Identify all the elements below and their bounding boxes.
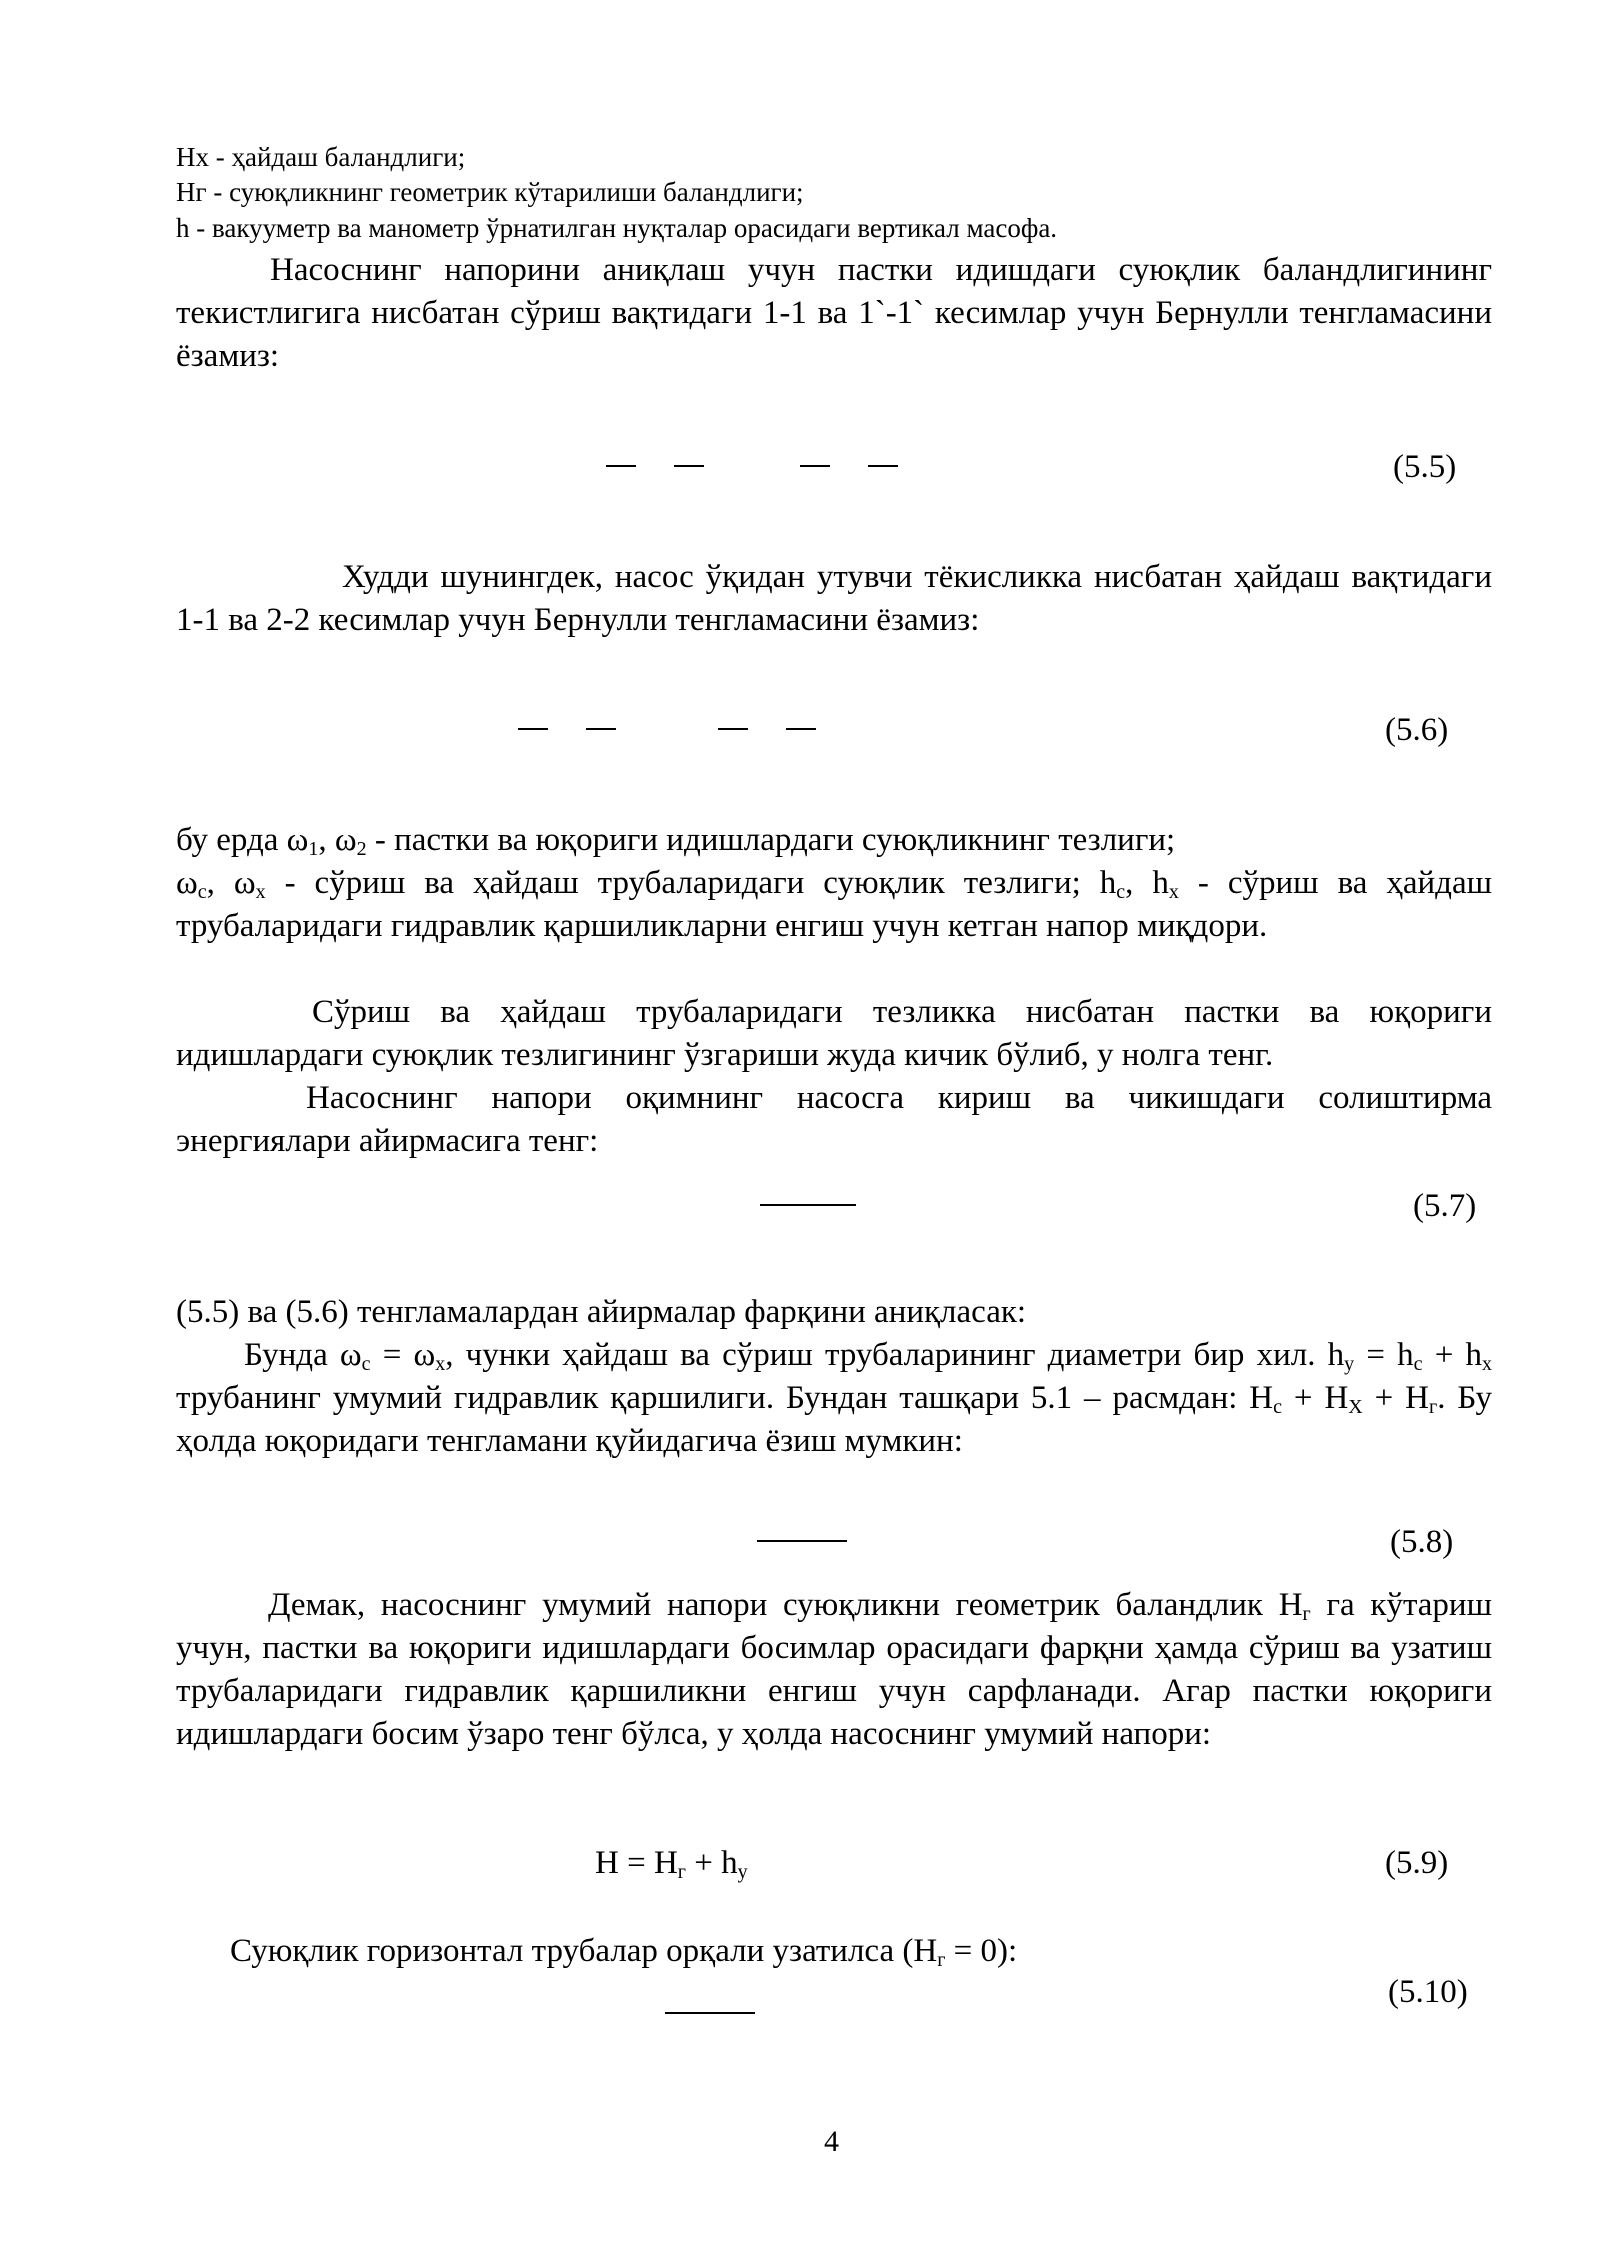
fraction-bar (606, 465, 636, 467)
definition-h: h - вакууметр ва манометр ўрнатилган нуқталар орасидаги вертикал масофа. (176, 213, 1058, 243)
fraction-bar (518, 728, 548, 730)
subscript: г (1302, 1603, 1311, 1625)
text-fragment: - пастки ва юқориги идишлардаги суюқликнинг тезлиги; (366, 822, 1176, 858)
text-fragment: Демак, насоснинг умумий напори суюқликни геометрик баландлик H (268, 1587, 1303, 1623)
text-fragment: = 0): (945, 1933, 1018, 1969)
fraction-bar (760, 1204, 856, 1206)
formula-5-9 (595, 1843, 748, 1883)
subscript: с (197, 881, 207, 903)
subscript: г (937, 1949, 946, 1971)
text-fragment: . Бу ҳолда юқоридаги тенгламани қуйидагича ёзиш мумкин: (176, 1380, 1492, 1459)
subscript: х (1168, 881, 1179, 903)
fraction-bar (674, 465, 704, 467)
subscript: с (361, 1353, 371, 1375)
fraction-bar (586, 728, 616, 730)
subscript: у (1344, 1353, 1355, 1375)
equation-number-5-6: (5.6) (1385, 712, 1449, 748)
subscript: с (1116, 881, 1126, 903)
subscript: х (435, 1353, 446, 1375)
paragraph-total-head (176, 1584, 1492, 1756)
text-fragment: Суюқлик горизонтал трубалар орқали узатилса (H (230, 1933, 938, 1969)
fraction-bar (800, 465, 830, 467)
text-fragment: трубанинг умумий гидравлик қаршилиги. Бундан ташқари 5.1 – расмдан: H (176, 1380, 1274, 1416)
subscript: у (737, 1861, 748, 1883)
paragraph-bernoulli-discharge: Худди шунингдек, насос ўқидан утувчи тёкисликка нисбатан ҳайдаш вақтидаги 1-1 ва 2-2 кесимлар учун Бернулли тенгламасини ёзамиз: (176, 559, 1492, 638)
text-fragment: га кўтариш учун, пастки ва юқориги идишлардаги босимлар орасидаги фарқни ҳамда сўриш ва узатиш трубаларидаги гидравлик қаршиликни енгиш учун сарфланади. Агар пастки юқориги идишлардаги босим ўзаро тенг бўлса, у ҳолда насоснинг умумий напори: (176, 1587, 1492, 1752)
subscript: 1 (308, 838, 319, 860)
definition-hx: Hх - ҳайдаш баландлиги; (176, 142, 466, 172)
fraction-bar (868, 465, 898, 467)
text-fragment: Бунда ω (244, 1337, 362, 1373)
fraction-bar (786, 728, 816, 730)
equation-number-5-9: (5.9) (1385, 1845, 1449, 1881)
text-fragment: + H (1362, 1380, 1429, 1416)
text-fragment: - сўриш ва ҳайдаш трубаларидаги суюқлик тезлиги; h (265, 865, 1117, 901)
equation-number-5-7: (5.7) (1413, 1188, 1477, 1224)
velocity-definition-line (176, 819, 1175, 862)
page-number: 4 (824, 2125, 839, 2158)
text-fragment: бу ерда ω (176, 822, 309, 858)
equation-number-5-5: (5.5) (1393, 449, 1457, 485)
subscript: г (1428, 1396, 1438, 1418)
text-fragment: , h (1125, 865, 1169, 901)
text-fragment: , чунки ҳайдаш ва сўриш трубаларининг диаметри бир хил. h (445, 1337, 1345, 1373)
fraction-bar (718, 728, 748, 730)
text-fragment: + h (1422, 1337, 1482, 1373)
paragraph-head-definition: Насоснинг напори оқимнинг насосга кириш ва чикишдаги солиштирма энергиялари айирмасига тенг: (176, 1080, 1492, 1159)
fraction-bar (757, 1540, 847, 1542)
text-fragment: - сўриш ва ҳайдаш трубаларидаги гидравлик қаршиликларни енгиш учун кетган напор миқдори. (176, 865, 1492, 944)
text-fragment: + h (685, 1845, 738, 1881)
text-fragment: = h (1354, 1337, 1414, 1373)
subscript: 2 (356, 838, 367, 860)
paragraph-equal-diameter (176, 1334, 1492, 1463)
subscript: х (1482, 1353, 1492, 1375)
equation-number-5-8: (5.8) (1390, 1524, 1454, 1560)
subscript: с (1273, 1396, 1283, 1418)
equation-number-5-10: (5.10) (1388, 1974, 1468, 2010)
text-fragment: , ω (318, 822, 357, 858)
text-fragment: = ω (370, 1337, 436, 1373)
subscript: г (677, 1861, 686, 1883)
paragraph-pipe-velocities (176, 862, 1492, 948)
definition-hg: Hг - суюқликнинг геометрик кўтарилиши баландлиги; (176, 177, 804, 207)
text-fragment: ω (176, 865, 198, 901)
subscript: Х (1348, 1396, 1363, 1418)
text-fragment: + H (1282, 1380, 1349, 1416)
text-fragment: , ω (206, 865, 256, 901)
subscript: с (1413, 1353, 1423, 1375)
paragraph-bernoulli-suction: Насоснинг напорини аниқлаш учун пастки идишдаги суюқлик баландлигининг текистлигига нисбатан сўриш вақтидаги 1-1 ва 1`-1` кесимлар учун Бернулли тенгламасини ёзамиз: (176, 252, 1492, 374)
paragraph-velocity-change: Сўриш ва ҳайдаш трубаларидаги тезликка нисбатан пастки ва юқориги идишлардаги суюқлик тезлигининг ўзгариши жуда кичик бўлиб, у нолга тенг. (176, 994, 1492, 1073)
horizontal-pipes-line (230, 1930, 1017, 1973)
difference-line: (5.5) ва (5.6) тенгламалардан айирмалар фарқини аниқласак: (176, 1294, 1027, 1330)
subscript: х (255, 881, 266, 903)
fraction-bar (665, 2012, 755, 2014)
text-fragment: H = H (595, 1845, 678, 1881)
